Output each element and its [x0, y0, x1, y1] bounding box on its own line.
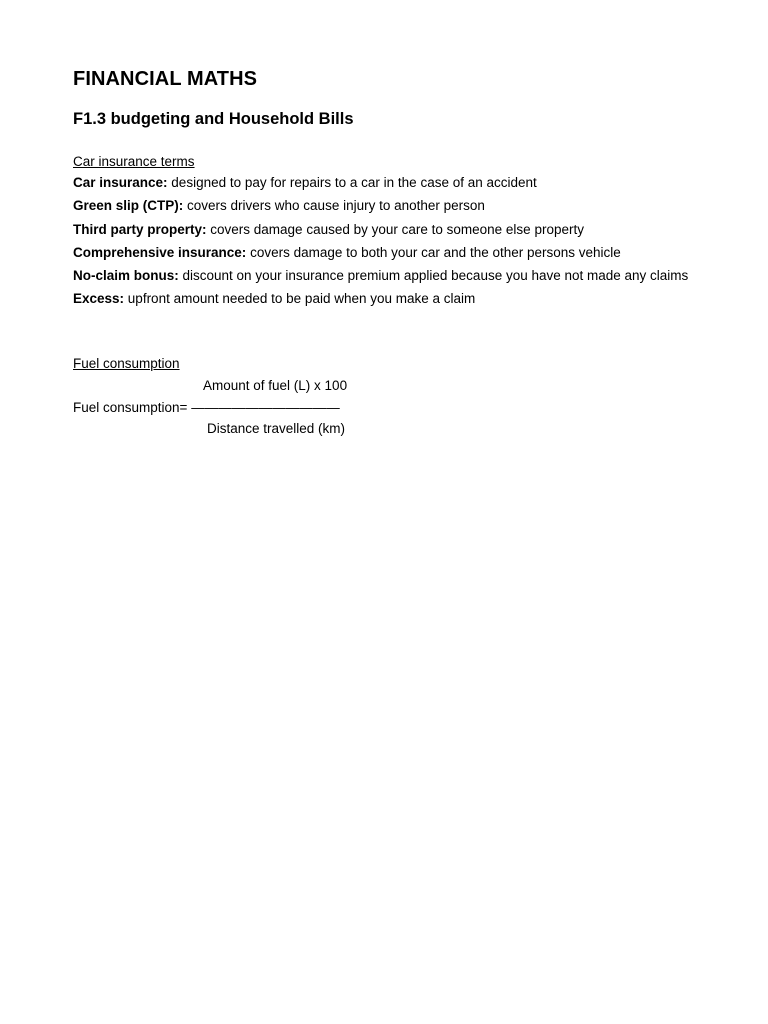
term-definition: upfront amount needed to be paid when you make a claim: [124, 291, 476, 307]
term-no-claim-bonus: [73, 264, 693, 287]
car-insurance-heading: Car insurance terms: [73, 154, 195, 169]
term-definition: covers drivers who cause injury to another person: [183, 198, 485, 214]
term-name: Car insurance:: [73, 175, 168, 190]
term-name: Comprehensive insurance:: [73, 244, 247, 260]
term-definition: designed to pay for repairs to a car in the case of an accident: [167, 175, 537, 190]
formula-label: Fuel consumption=: [73, 400, 188, 415]
formula-numerator: Amount of fuel (L) x 100: [203, 378, 348, 393]
page-subtitle: F1.3 budgeting and Household Bills: [73, 110, 354, 128]
term-name: Third party property:: [73, 221, 207, 237]
formula-row: [73, 400, 340, 415]
term-name: No-claim bonus:: [73, 268, 179, 284]
term-definition: covers damage caused by your care to someone else property: [206, 221, 584, 237]
term-comprehensive-insurance: [73, 241, 693, 264]
formula-fraction-bar: ———————————: [191, 400, 340, 415]
page-title: FINANCIAL MATHS: [73, 68, 258, 90]
term-third-party-property: [73, 218, 693, 241]
formula-denominator: Distance travelled (km): [207, 421, 346, 436]
fuel-consumption-heading: Fuel consumption: [73, 356, 180, 371]
term-excess: [73, 287, 693, 310]
term-car-insurance: [73, 171, 693, 194]
term-name: Green slip (CTP):: [73, 198, 184, 214]
term-definition: covers damage to both your car and the other persons vehicle: [246, 244, 621, 260]
term-green-slip: [73, 194, 693, 217]
term-definition: discount on your insurance premium applied because you have not made any claims: [178, 268, 689, 284]
insurance-terms-list: [73, 171, 693, 311]
term-name: Excess:: [73, 291, 125, 307]
